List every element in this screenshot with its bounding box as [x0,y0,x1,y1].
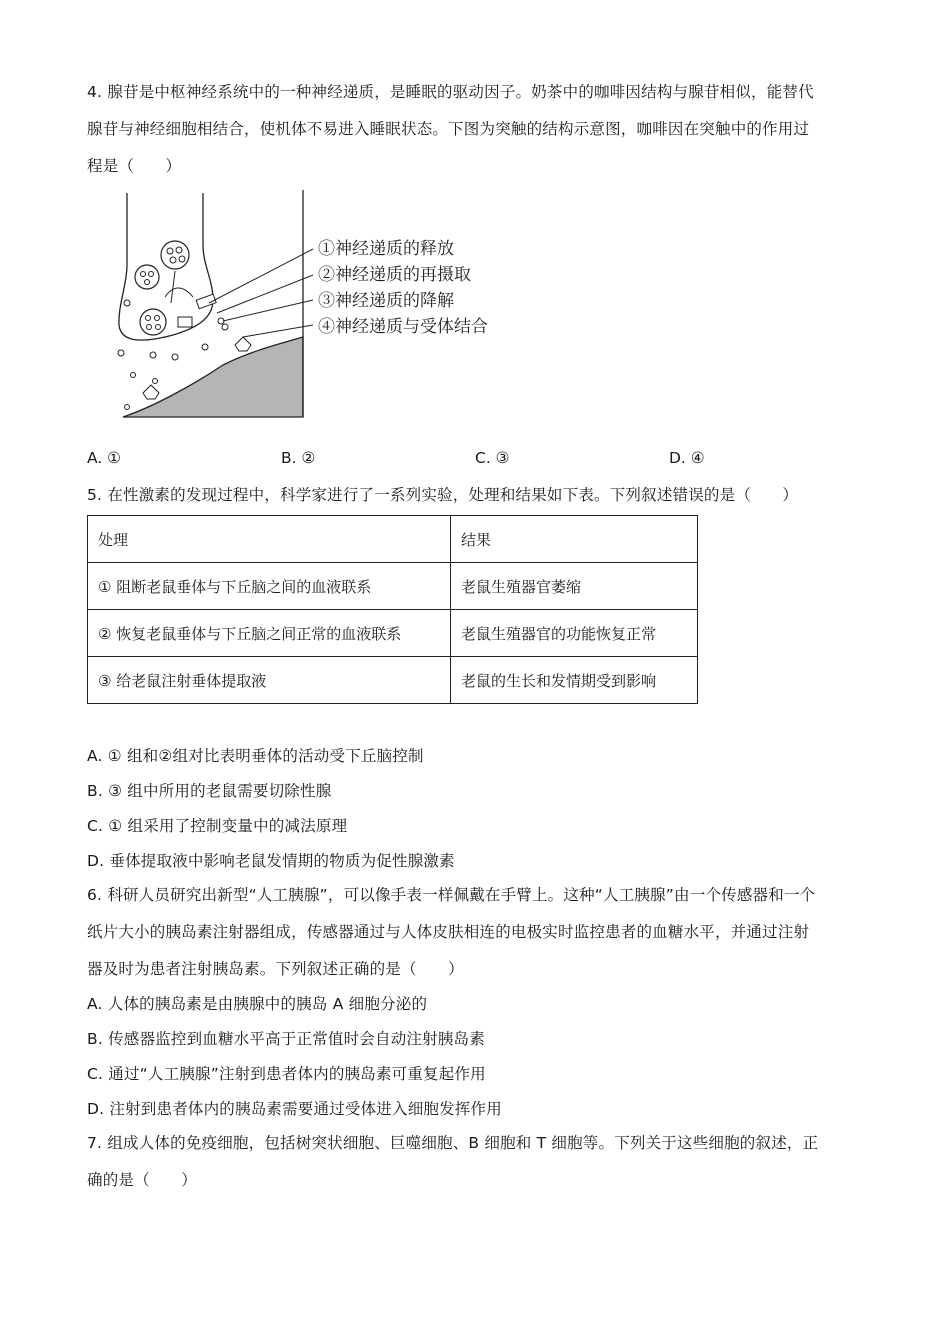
table-cell: 老鼠生殖器官萎缩 [451,563,698,610]
postsynaptic-membrane [123,337,303,417]
q5-stem: 5. 在性激素的发现过程中，科学家进行了一系列实验，处理和结果如下表。下列叙述错误的是（ ） [87,486,799,504]
q6-option-d[interactable]: D. 注射到患者体内的胰岛素需要通过受体进入细胞发挥作用 [87,1100,502,1118]
figure-label-reuptake: ②神经递质的再摄取 [318,265,471,285]
q6-stem-line-3: 器及时为患者注射胰岛素。下列叙述正确的是（ ） [87,960,464,978]
figure-label-binding: ④神经递质与受体结合 [318,317,488,337]
receptor [143,385,159,399]
table-cell: 老鼠的生长和发情期受到影响 [451,657,698,704]
q5-option-b[interactable]: B. ③ 组中所用的老鼠需要切除性腺 [87,782,332,800]
q6-stem-line-1: 6. 科研人员研究出新型“人工胰腺”，可以像手表一样佩戴在手臂上。这种“人工胰腺”由一个传感器和一个 [87,886,816,904]
table-cell: ① 阻断老鼠垂体与下丘脑之间的血液联系 [88,563,451,610]
q4-stem-line-3: 程是（ ） [87,157,182,175]
table-header-cell: 处理 [88,516,451,563]
q4-stem-line-1: 4. 腺苷是中枢神经系统中的一种神经递质，是睡眠的驱动因子。奶茶中的咖啡因结构与腺苷相似，能替代 [87,83,814,101]
q4-option-b[interactable]: B. ② [281,449,316,467]
table-row [88,563,698,610]
q5-option-d[interactable]: D. 垂体提取液中影响老鼠发情期的物质为促性腺激素 [87,852,455,870]
q4-stem-line-2: 腺苷与神经细胞相结合，使机体不易进入睡眠状态。下图为突触的结构示意图，咖啡因在突触中的作用过 [87,120,810,138]
table-row [88,657,698,704]
table-header-row [88,516,698,563]
q6-option-a[interactable]: A. 人体的胰岛素是由胰腺中的胰岛 A 细胞分泌的 [87,995,428,1013]
vesicle [140,309,166,335]
table-header-cell: 结果 [451,516,698,563]
q6-option-b[interactable]: B. 传感器监控到血糖水平高于正常值时会自动注射胰岛素 [87,1030,485,1048]
table-cell: ③ 给老鼠注射垂体提取液 [88,657,451,704]
vesicle [161,241,189,269]
q5-option-a[interactable]: A. ① 组和②组对比表明垂体的活动受下丘脑控制 [87,747,424,765]
q4-option-c[interactable]: C. ③ [475,449,510,467]
synapse-diagram [113,185,533,421]
q4-option-a[interactable]: A. ① [87,449,122,467]
vesicle [135,265,159,289]
q6-option-c[interactable]: C. 通过“人工胰腺”注射到患者体内的胰岛素可重复起作用 [87,1065,486,1083]
figure-label-release: ①神经递质的释放 [318,239,454,259]
q5-option-c[interactable]: C. ① 组采用了控制变量中的减法原理 [87,817,348,835]
q7-stem-line-1: 7. 组成人体的免疫细胞，包括树突状细胞、巨噬细胞、B 细胞和 T 细胞等。下列关于这些细胞的叙述，正 [87,1134,819,1152]
q4-option-d[interactable]: D. ④ [669,449,705,467]
table-cell: ② 恢复老鼠垂体与下丘脑之间正常的血液联系 [88,610,451,657]
figure-label-degradation: ③神经递质的降解 [318,291,454,311]
transporter [196,294,216,309]
receptor [235,337,251,351]
q6-stem-line-2: 纸片大小的胰岛素注射器组成，传感器通过与人体皮肤相连的电极实时监控患者的血糖水平，并通过注射 [87,923,810,941]
q7-stem-line-2: 确的是（ ） [87,1171,197,1189]
experiment-table [87,515,698,704]
transporter [178,317,192,327]
table-cell: 老鼠生殖器官的功能恢复正常 [451,610,698,657]
table-row [88,610,698,657]
